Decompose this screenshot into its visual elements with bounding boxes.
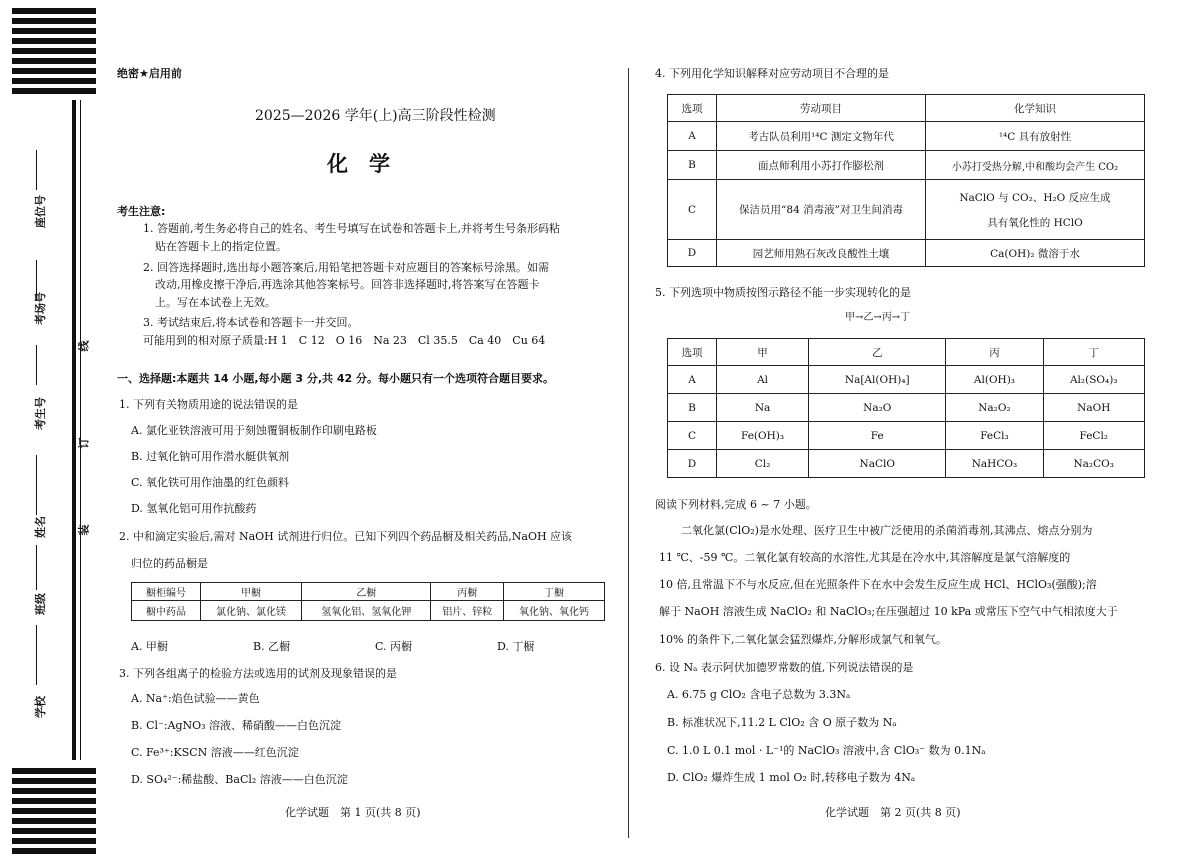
student-no-label: 考生号	[34, 397, 47, 430]
table-cell	[926, 180, 1145, 240]
seat-label: 座位号	[34, 195, 47, 228]
table-cell: FeCl₂	[1043, 422, 1145, 450]
q2-option: A. 甲橱	[131, 640, 168, 653]
table-cell: Na₂O	[809, 394, 946, 422]
q1-option: D. 氢氧化铝可用作抗酸药	[131, 502, 257, 515]
table-cell: 保洁员用“84 消毒液”对卫生间消毒	[717, 180, 926, 240]
notice-line: 2. 回答选择题时,选出每小题答案后,用铅笔把答题卡对应题目的答案标号涂黑。如需	[143, 261, 549, 274]
notice-line: 1. 答题前,考生务必将自己的姓名、考生号填写在试卷和答题卡上,并将考生号条形码粘	[143, 222, 560, 235]
q5-stem: 5. 下列选项中物质按图示路径不能一步实现转化的是	[655, 286, 911, 299]
table-cell: Na	[717, 394, 809, 422]
bind-char-zhuang: 装	[77, 524, 91, 536]
table-cell: 甲橱	[201, 583, 302, 601]
cabinet-table	[131, 582, 605, 621]
table-cell: NaOH	[1043, 394, 1145, 422]
subject-title: 化 学	[327, 152, 390, 176]
table-cell: 铝片、锌粒	[431, 601, 504, 621]
table-cell: 丁橱	[503, 583, 604, 601]
q6-option: A. 6.75 g ClO₂ 含电子总数为 3.3Nₐ	[667, 688, 851, 701]
table-cell: 橱柜编号	[132, 583, 201, 601]
notice-title: 考生注意:	[117, 205, 166, 218]
q6-option: B. 标准状况下,11.2 L ClO₂ 含 O 原子数为 Nₐ	[667, 716, 897, 729]
reading-line: 11 ℃、-59 ℃。二氧化氯有较高的水溶性,尤其是在冷水中,其溶解度是氯气溶解度的	[659, 551, 1071, 564]
table-cell: 氯化钠、氯化镁	[201, 601, 302, 621]
table-cell: Na₂O₂	[946, 394, 1043, 422]
table-cell: 小苏打受热分解,中和酸均会产生 CO₂	[926, 151, 1145, 180]
notice-line: 上。写在本试卷上无效。	[155, 296, 276, 309]
atomic-masses: 可能用到的相对原子质量:H 1 C 12 O 16 Na 23 Cl 35.5 Ca 40 Cu 64	[143, 334, 546, 347]
table-cell: 园艺师用熟石灰改良酸性土壤	[717, 240, 926, 267]
q2-stem: 归位的药品橱是	[131, 557, 208, 570]
table-cell: Na₂CO₃	[1043, 450, 1145, 478]
table-header: 选项	[668, 339, 717, 366]
table-cell: 考古队员利用¹⁴C 测定文物年代	[717, 122, 926, 151]
bind-char-ding: 订	[77, 437, 91, 449]
table-cell: 氧化钠、氧化钙	[503, 601, 604, 621]
table-cell: 丙橱	[431, 583, 504, 601]
cell-line: 具有氧化性的 HClO	[987, 216, 1083, 229]
section-heading: 一、选择题:本题共 14 小题,每小题 3 分,共 42 分。每小题只有一个选项符合题目要求。	[117, 372, 555, 385]
name-label: 姓名	[34, 516, 47, 538]
page-divider	[628, 68, 629, 838]
page-footer: 化学试题 第 1 页(共 8 页)	[285, 806, 421, 819]
q6-option: D. ClO₂ 爆炸生成 1 mol O₂ 时,转移电子数为 4Nₐ	[667, 771, 916, 784]
q2-option: D. 丁橱	[497, 640, 535, 653]
table-cell: B	[668, 394, 717, 422]
q3-stem: 3. 下列各组离子的检验方法或选用的试剂及现象错误的是	[119, 667, 397, 680]
reading-line: 二氧化氯(ClO₂)是水处理、医疗卫生中被广泛使用的杀菌消毒剂,其沸点、熔点分别为	[681, 524, 1093, 537]
page-footer: 化学试题 第 2 页(共 8 页)	[825, 806, 961, 819]
q6-stem: 6. 设 Nₐ 表示阿伏加德罗常数的值,下列说法错误的是	[655, 661, 914, 674]
table-cell: Fe(OH)₃	[717, 422, 809, 450]
reading-intro: 阅读下列材料,完成 6 ~ 7 小题。	[655, 498, 817, 511]
notice-line: 改动,用橡皮擦干净后,再选涂其他答案标号。回答非选择题时,将答案写在答题卡	[155, 278, 540, 291]
cell-line: NaClO 与 CO₂、H₂O 反应生成	[959, 191, 1111, 204]
table-cell: Al(OH)₃	[946, 366, 1043, 394]
q5-path: 甲→乙→丙→丁	[845, 312, 911, 323]
table-cell: 乙橱	[302, 583, 431, 601]
table-cell: A	[668, 366, 717, 394]
notice-line: 贴在答题卡上的指定位置。	[155, 240, 287, 253]
room-label: 考场号	[34, 292, 47, 325]
table-header: 丙	[946, 339, 1043, 366]
reading-line: 10 倍,且常温下不与水反应,但在光照条件下在水中会发生反应生成 HCl、HClO₃(强酸);溶	[659, 578, 1097, 591]
notice-line: 3. 考试结束后,将本试卷和答题卡一并交回。	[143, 316, 359, 329]
q3-option: A. Na⁺:焰色试验——黄色	[131, 692, 260, 705]
reading-line: 10% 的条件下,二氧化氯会猛烈爆炸,分解形成氯气和氧气。	[659, 633, 947, 646]
q4-table	[667, 94, 1145, 267]
table-cell: Al₂(SO₄)₃	[1043, 366, 1145, 394]
table-header: 化学知识	[926, 95, 1145, 122]
q5-table	[667, 338, 1145, 478]
q2-option: B. 乙橱	[253, 640, 291, 653]
table-cell: Ca(OH)₂ 微溶于水	[926, 240, 1145, 267]
table-cell: Na[Al(OH)₄]	[809, 366, 946, 394]
table-cell: C	[668, 422, 717, 450]
reading-line: 解于 NaOH 溶液生成 NaClO₂ 和 NaClO₃;在压强超过 10 kPa 或常压下空气中气相浓度大于	[659, 605, 1118, 618]
table-cell: B	[668, 151, 717, 180]
q6-option: C. 1.0 L 0.1 mol · L⁻¹的 NaClO₃ 溶液中,含 ClO₃⁻ 数为 0.1Nₐ	[667, 744, 986, 757]
table-header: 劳动项目	[717, 95, 926, 122]
q1-option: B. 过氧化钠可用作潜水艇供氧剂	[131, 450, 290, 463]
class-label: 班级	[34, 593, 47, 615]
q4-stem: 4. 下列用化学知识解释对应劳动项目不合理的是	[655, 67, 889, 80]
table-cell: Al	[717, 366, 809, 394]
table-cell: A	[668, 122, 717, 151]
table-cell: 面点师利用小苏打作膨松剂	[717, 151, 926, 180]
table-cell: C	[668, 180, 717, 240]
secret-mark: 绝密★启用前	[117, 67, 182, 80]
table-header: 甲	[717, 339, 809, 366]
table-cell: ¹⁴C 具有放射性	[926, 122, 1145, 151]
table-cell: NaHCO₃	[946, 450, 1043, 478]
table-header: 乙	[809, 339, 946, 366]
table-cell: Fe	[809, 422, 946, 450]
table-cell: FeCl₃	[946, 422, 1043, 450]
table-cell: NaClO	[809, 450, 946, 478]
q1-stem: 1. 下列有关物质用途的说法错误的是	[119, 398, 298, 411]
q2-stem: 2. 中和滴定实验后,需对 NaOH 试剂进行归位。已知下列四个药品橱及相关药品,NaOH 应该	[119, 530, 573, 543]
q1-option: C. 氧化铁可用作油墨的红色颜料	[131, 476, 290, 489]
q1-option: A. 氯化亚铁溶液可用于刻蚀覆铜板制作印刷电路板	[131, 424, 377, 437]
table-header: 丁	[1043, 339, 1145, 366]
table-cell: 氢氧化铝、氢氧化钾	[302, 601, 431, 621]
school-label: 学校	[34, 696, 47, 718]
page-2	[655, 0, 1175, 868]
q2-option: C. 丙橱	[375, 640, 413, 653]
table-cell: D	[668, 450, 717, 478]
line-char: 线	[77, 340, 91, 352]
q3-option: B. Cl⁻:AgNO₃ 溶液、稀硝酸——白色沉淀	[131, 719, 342, 732]
exam-title: 2025—2026 学年(上)高三阶段性检测	[255, 108, 496, 124]
table-cell: Cl₂	[717, 450, 809, 478]
table-header: 选项	[668, 95, 717, 122]
page-1	[115, 0, 615, 868]
table-cell: D	[668, 240, 717, 267]
q3-option: C. Fe³⁺:KSCN 溶液——红色沉淀	[131, 746, 299, 759]
q3-option: D. SO₄²⁻:稀盐酸、BaCl₂ 溶液——白色沉淀	[131, 773, 348, 786]
table-cell: 橱中药品	[132, 601, 201, 621]
